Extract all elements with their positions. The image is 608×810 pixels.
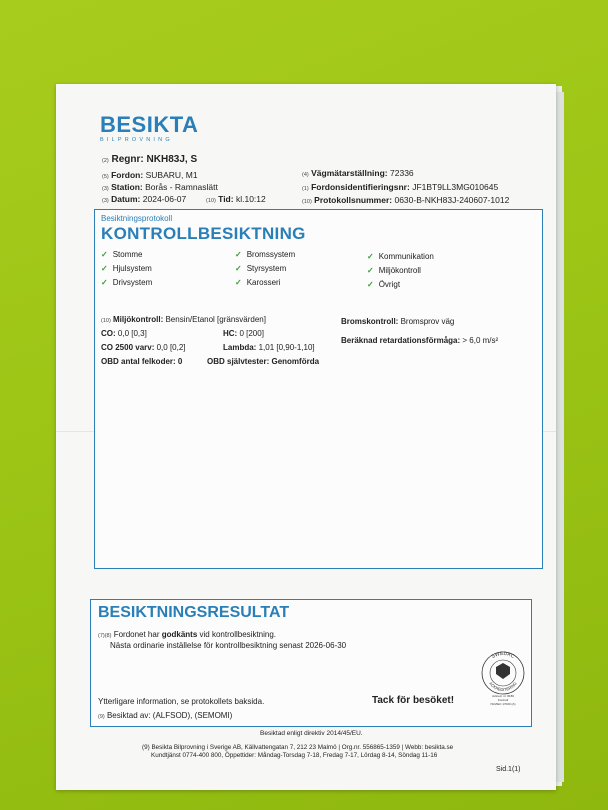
checkmark-icon: ✓ [367, 266, 374, 275]
checkmark-icon: ✓ [235, 264, 242, 273]
check-hjulsystem [101, 264, 152, 273]
logo-word: BESIKTA [100, 112, 199, 137]
field-number: (3) [102, 186, 109, 192]
obd-fel-label: OBD antal felkoder: [101, 357, 176, 366]
thanks-text: Tack för besöket! [372, 695, 455, 706]
directive-text: Besiktad enligt direktiv 2014/45/EU. [260, 730, 363, 737]
miljokontroll-row [101, 315, 266, 324]
regnr-label: Regnr: [111, 154, 144, 165]
co2500-value: 0,0 [0,2] [156, 343, 186, 352]
check-karosseri [235, 278, 281, 287]
field-number: (10) [101, 318, 111, 324]
company-text: (9) Besikta Bilprovning i Sverige AB, Källvattengatan 7, 212 23 Malmö | Org.nr. 556865-1359 | Webb: besikta.se [142, 744, 454, 751]
opening-hours-text: Kundtjänst 0774-400 800, Öppettider: Måndag-Torsdag 7-18, Fredag 7-17, Lördag 8-14, Söndag 11-16 [151, 752, 438, 759]
retard-label: Beräknad retardationsförmåga: [341, 336, 461, 345]
datum-label: Datum: [111, 194, 141, 204]
check-kommunikation [367, 252, 434, 261]
check-label: Miljökontroll [378, 266, 421, 275]
check-label: Styrsystem [246, 264, 287, 273]
vagmatare-value: 72336 [390, 168, 414, 178]
check-label: Kommunikation [378, 252, 434, 261]
co2500-label: CO 2500 varv: [101, 343, 155, 352]
field-number: (1) [302, 186, 309, 192]
checkmark-icon: ✓ [235, 250, 242, 259]
protokollnr-row [302, 195, 509, 205]
field-number: (2) [102, 158, 109, 164]
field-number: (3) [102, 198, 109, 204]
svg-text:ACKREDITERING [488, 681, 517, 692]
besiktad-label: Besiktad av: [106, 711, 151, 720]
fordon-value: SUBARU, M1 [145, 170, 198, 180]
lambda-label: Lambda: [223, 343, 257, 352]
broms-label: Bromskontroll: [341, 317, 399, 326]
obd-felkoder-row [101, 357, 182, 366]
check-label: Hjulsystem [112, 264, 152, 273]
lambda-value: 1,01 [0,90-1,10] [258, 343, 315, 352]
tid-label: Tid: [218, 194, 234, 204]
field-number: (4) [302, 172, 309, 178]
bromskontroll-row [341, 317, 454, 326]
checkmark-icon: ✓ [101, 264, 108, 273]
miljo-value: Bensin/Etanol [gränsvärden] [165, 315, 266, 324]
retard-value: > 6,0 m/s² [462, 336, 499, 345]
check-label: Stomme [112, 250, 143, 259]
protocol-label: Besiktningsprotokoll [101, 214, 173, 223]
co2500-row [101, 343, 186, 352]
hc-label: HC: [223, 329, 238, 338]
seal-line-3: ISO/IEC 17020 (A) [490, 702, 516, 706]
result-text-a: Fordonet har [113, 630, 160, 639]
hc-row [223, 329, 264, 338]
protocol-box [94, 209, 543, 569]
field-number: (5) [102, 174, 109, 180]
result-text-c: vid kontrollbesiktning. [199, 630, 277, 639]
besikta-logo [100, 114, 198, 143]
field-number: (10) [302, 199, 312, 205]
check-styrsystem [235, 264, 286, 273]
tid-value: kl.10:12 [235, 194, 266, 204]
lambda-row [223, 343, 315, 352]
vagmatare-row [302, 168, 414, 178]
station-label: Station: [111, 182, 143, 192]
broms-value: Bromsprov väg [400, 317, 455, 326]
tid-row [206, 194, 266, 204]
check-miljokontroll [367, 266, 421, 275]
page-number: Sid.1(1) [496, 766, 521, 773]
fordonsid-label: Fordonsidentifieringsnr: [311, 182, 410, 192]
fordonsid-row [302, 182, 498, 192]
seal-line-1: Ackred. nr. 8180 [492, 694, 514, 698]
result-box [90, 599, 532, 727]
more-info-line: Ytterligare information, se protokollets baksida. [98, 697, 265, 706]
check-label: Karosseri [246, 278, 281, 287]
besiktad-value: (ALFSOD), (SEMOMI) [152, 711, 233, 720]
seal-line-2: Kontroll [497, 698, 509, 702]
regnr-value: NKH83J, S [146, 154, 198, 165]
checkmark-icon: ✓ [101, 278, 108, 287]
obd-fel-value: 0 [177, 357, 183, 366]
besiktad-av-line [98, 711, 232, 720]
check-bromssystem [235, 250, 295, 259]
check-label: Övrigt [378, 280, 401, 289]
co-label: CO: [101, 329, 116, 338]
fordon-row [102, 170, 198, 180]
checkmark-icon: ✓ [101, 250, 108, 259]
result-approved: godkänts [161, 630, 198, 639]
datum-value: 2024-06-07 [142, 194, 187, 204]
hc-value: 0 [200] [239, 329, 264, 338]
checkmark-icon: ✓ [367, 280, 374, 289]
vagmatare-label: Vägmätarställning: [311, 168, 388, 178]
obd-sjalv-value: Genomförda [271, 357, 320, 366]
check-label: Drivsystem [112, 278, 153, 287]
swedac-seal-icon [479, 647, 527, 707]
next-inspection-line: Nästa ordinarie inställelse för kontrollbesiktning senast 2026-06-30 [110, 641, 347, 650]
station-value: Borås - Ramnaslätt [145, 182, 218, 192]
obd-sjalvtester-row [207, 357, 319, 366]
inspection-protocol-paper [56, 84, 556, 790]
check-label: Bromssystem [246, 250, 296, 259]
field-number: (9) [98, 714, 105, 720]
field-number: (10) [206, 198, 216, 204]
co-value: 0,0 [0,3] [117, 329, 147, 338]
check-stomme [101, 250, 143, 259]
obd-sjalv-label: OBD självtester: [207, 357, 270, 366]
datum-row [102, 194, 186, 204]
regnr-row [102, 154, 197, 165]
result-approved-line [98, 630, 276, 639]
station-row [102, 182, 218, 192]
svg-text:SWEDAC [491, 651, 516, 660]
fordonsid-value: JF1BT9LL3MG010645 [412, 182, 499, 192]
retardation-row [341, 336, 498, 345]
seal-top-text: SWEDAC [490, 650, 516, 660]
protokollnr-label: Protokollsnummer: [314, 195, 393, 205]
result-title: BESIKTNINGSRESULTAT [98, 604, 290, 621]
checkmark-icon: ✓ [367, 252, 374, 261]
check-drivsystem [101, 278, 152, 287]
fordon-label: Fordon: [111, 170, 144, 180]
check-ovrigt [367, 280, 400, 289]
protocol-title: KONTROLLBESIKTNING [101, 224, 306, 243]
field-number: (7)(8) [98, 633, 112, 639]
co-row [101, 329, 147, 338]
miljo-label: Miljökontroll: [113, 315, 164, 324]
checkmark-icon: ✓ [235, 278, 242, 287]
logo-sub: BILPROVNING [100, 137, 173, 143]
protokollnr-value: 0630-B-NKH83J-240607-1012 [394, 195, 510, 205]
seal-bottom-text: ACKREDITERING [488, 680, 518, 693]
